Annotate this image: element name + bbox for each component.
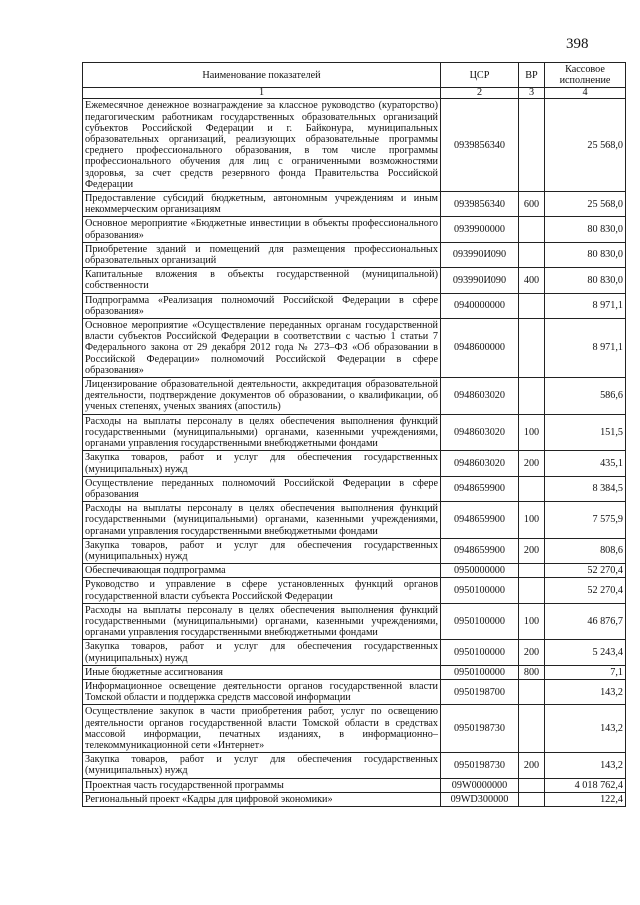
- table-row: [83, 242, 626, 267]
- row-name: Проектная часть государственной программы: [83, 778, 441, 792]
- row-name: Ежемесячное денежное вознаграждение за классное руководство (кураторство) педагогическим работникам государственных образовательных организаций субъектов Российской Федерации и г. Байконура, муниципальных образовательных организаций, реализующих образовательные программы среднего профессионального образования, в том числе программы профессионального обучения для лиц с ограниченными возможностями здоровья, за счет средств резервного фонда Правительства Российской Федерации: [83, 99, 441, 192]
- row-csr-code: 0948603020: [441, 451, 519, 476]
- row-csr-code: 09W0000000: [441, 778, 519, 792]
- row-cash-execution: 46 876,7: [545, 603, 626, 640]
- row-cash-execution: 143,2: [545, 705, 626, 753]
- row-vr-code: 200: [519, 538, 545, 563]
- table-row: [83, 99, 626, 192]
- row-csr-code: 0950100000: [441, 603, 519, 640]
- row-vr-code: 600: [519, 192, 545, 217]
- row-cash-execution: 8 384,5: [545, 476, 626, 501]
- row-cash-execution: 25 568,0: [545, 99, 626, 192]
- row-name: Расходы на выплаты персоналу в целях обеспечения выполнения функций государственными (муниципальными) органами, казенными учреждениями, органами управления государственными внебюджетными фондами: [83, 502, 441, 539]
- row-csr-code: 0950100000: [441, 665, 519, 679]
- row-name: Капитальные вложения в объекты государственной (муниципальной) собственности: [83, 268, 441, 293]
- table-row: [83, 538, 626, 563]
- row-cash-execution: 5 243,4: [545, 640, 626, 665]
- row-vr-code: [519, 564, 545, 578]
- page-number: 398: [566, 36, 589, 52]
- row-vr-code: 100: [519, 502, 545, 539]
- row-cash-execution: 151,5: [545, 414, 626, 451]
- row-vr-code: 200: [519, 451, 545, 476]
- row-vr-code: [519, 778, 545, 792]
- row-name: Основное мероприятие «Осуществление переданных органам государственной власти субъектов Российской Федерации в соответствии с частью 1 статьи 7 Федерального закона от 29 декабря 2012 года № 273–ФЗ «Об образовании в Российской Федерации» полномочий Российской Федерации в сфере образования»: [83, 319, 441, 378]
- table-row: [83, 792, 626, 806]
- row-name: Лицензирование образовательной деятельности, аккредитация образовательной деятельности, подтверждение документов об образовании, о квалификации, об ученых степенях, ученых званиях (апостиль): [83, 378, 441, 415]
- row-vr-code: [519, 242, 545, 267]
- row-name: Предоставление субсидий бюджетным, автономным учреждениям и иным некоммерческим организациям: [83, 192, 441, 217]
- row-csr-code: 0939900000: [441, 217, 519, 242]
- row-vr-code: [519, 679, 545, 704]
- table-row: [83, 268, 626, 293]
- row-csr-code: 0950198700: [441, 679, 519, 704]
- row-cash-execution: 586,6: [545, 378, 626, 415]
- row-vr-code: [519, 319, 545, 378]
- row-cash-execution: 7 575,9: [545, 502, 626, 539]
- row-csr-code: 0950000000: [441, 564, 519, 578]
- row-vr-code: [519, 705, 545, 753]
- row-cash-execution: 80 830,0: [545, 268, 626, 293]
- table-row: [83, 705, 626, 753]
- header-vr: ВР: [519, 63, 545, 88]
- row-name: Информационное освещение деятельности органов государственной власти Томской области и поддержка средств массовой информации: [83, 679, 441, 704]
- row-name: Закупка товаров, работ и услуг для обеспечения государственных (муниципальных) нужд: [83, 753, 441, 778]
- row-vr-code: 100: [519, 603, 545, 640]
- row-name: Закупка товаров, работ и услуг для обеспечения государственных (муниципальных) нужд: [83, 640, 441, 665]
- table-row: [83, 476, 626, 501]
- row-csr-code: 0940000000: [441, 293, 519, 318]
- row-vr-code: 200: [519, 640, 545, 665]
- row-csr-code: 093990И090: [441, 268, 519, 293]
- table-row: [83, 192, 626, 217]
- table-row: [83, 665, 626, 679]
- row-vr-code: 200: [519, 753, 545, 778]
- row-cash-execution: 8 971,1: [545, 319, 626, 378]
- row-name: Основное мероприятие «Бюджетные инвестиции в объекты профессионального образования»: [83, 217, 441, 242]
- row-name: Осуществление закупок в части приобретения работ, услуг по освещению деятельности органов государственной власти Томской области в средствах массовой информации, печатных изданиях, в информационно–телекоммуникационной сети «Интернет»: [83, 705, 441, 753]
- row-cash-execution: 435,1: [545, 451, 626, 476]
- row-vr-code: [519, 217, 545, 242]
- row-csr-code: 0950198730: [441, 753, 519, 778]
- table-row: [83, 578, 626, 603]
- column-number: 2: [441, 88, 519, 99]
- row-name: Расходы на выплаты персоналу в целях обеспечения выполнения функций государственными (муниципальными) органами, казенными учреждениями, органами управления государственными внебюджетными фондами: [83, 603, 441, 640]
- header-sum: Кассовое исполнение: [545, 63, 626, 88]
- row-csr-code: 0948603020: [441, 414, 519, 451]
- row-csr-code: 0948659900: [441, 476, 519, 501]
- table-row: [83, 293, 626, 318]
- table-body: [83, 99, 626, 807]
- row-vr-code: [519, 378, 545, 415]
- row-vr-code: 100: [519, 414, 545, 451]
- row-cash-execution: 52 270,4: [545, 578, 626, 603]
- row-vr-code: [519, 99, 545, 192]
- row-csr-code: 0948603020: [441, 378, 519, 415]
- row-vr-code: [519, 578, 545, 603]
- row-csr-code: 0950198730: [441, 705, 519, 753]
- row-cash-execution: 4 018 762,4: [545, 778, 626, 792]
- row-name: Подпрограмма «Реализация полномочий Российской Федерации в сфере образования»: [83, 293, 441, 318]
- row-cash-execution: 25 568,0: [545, 192, 626, 217]
- row-cash-execution: 7,1: [545, 665, 626, 679]
- row-cash-execution: 80 830,0: [545, 217, 626, 242]
- row-csr-code: 0950100000: [441, 578, 519, 603]
- table-row: [83, 217, 626, 242]
- row-csr-code: 0948659900: [441, 502, 519, 539]
- row-vr-code: 800: [519, 665, 545, 679]
- row-cash-execution: 8 971,1: [545, 293, 626, 318]
- row-csr-code: 0939856340: [441, 99, 519, 192]
- row-name: Закупка товаров, работ и услуг для обеспечения государственных (муниципальных) нужд: [83, 451, 441, 476]
- table-row: [83, 564, 626, 578]
- row-name: Руководство и управление в сфере установленных функций органов государственной власти субъекта Российской Федерации: [83, 578, 441, 603]
- column-number: 4: [545, 88, 626, 99]
- row-csr-code: 0939856340: [441, 192, 519, 217]
- row-csr-code: 0950100000: [441, 640, 519, 665]
- table-row: [83, 778, 626, 792]
- row-csr-code: 0948659900: [441, 538, 519, 563]
- table-row: [83, 640, 626, 665]
- header-name: Наименование показателей: [83, 63, 441, 88]
- table-row: [83, 414, 626, 451]
- table-row: [83, 502, 626, 539]
- row-cash-execution: 80 830,0: [545, 242, 626, 267]
- table-row: [83, 451, 626, 476]
- row-vr-code: [519, 293, 545, 318]
- table-row: [83, 378, 626, 415]
- row-csr-code: 09WD300000: [441, 792, 519, 806]
- row-cash-execution: 143,2: [545, 679, 626, 704]
- row-name: Осуществление переданных полномочий Российской Федерации в сфере образования: [83, 476, 441, 501]
- row-csr-code: 0948600000: [441, 319, 519, 378]
- row-cash-execution: 52 270,4: [545, 564, 626, 578]
- row-cash-execution: 122,4: [545, 792, 626, 806]
- row-vr-code: 400: [519, 268, 545, 293]
- row-name: Закупка товаров, работ и услуг для обеспечения государственных (муниципальных) нужд: [83, 538, 441, 563]
- row-name: Приобретение зданий и помещений для размещения профессиональных образовательных организаций: [83, 242, 441, 267]
- row-csr-code: 093990И090: [441, 242, 519, 267]
- row-cash-execution: 143,2: [545, 753, 626, 778]
- row-vr-code: [519, 792, 545, 806]
- table-row: [83, 753, 626, 778]
- row-cash-execution: 808,6: [545, 538, 626, 563]
- row-name: Обеспечивающая подпрограмма: [83, 564, 441, 578]
- row-name: Расходы на выплаты персоналу в целях обеспечения выполнения функций государственными (муниципальными) органами, казенными учреждениями, органами управления государственными внебюджетными фондами: [83, 414, 441, 451]
- table-row: [83, 679, 626, 704]
- row-vr-code: [519, 476, 545, 501]
- header-csr: ЦСР: [441, 63, 519, 88]
- column-number: 1: [83, 88, 441, 99]
- table-header: [83, 63, 626, 99]
- row-name: Иные бюджетные ассигнования: [83, 665, 441, 679]
- column-number: 3: [519, 88, 545, 99]
- table-row: [83, 603, 626, 640]
- row-name: Региональный проект «Кадры для цифровой экономики»: [83, 792, 441, 806]
- budget-execution-table: [82, 62, 626, 807]
- table-row: [83, 319, 626, 378]
